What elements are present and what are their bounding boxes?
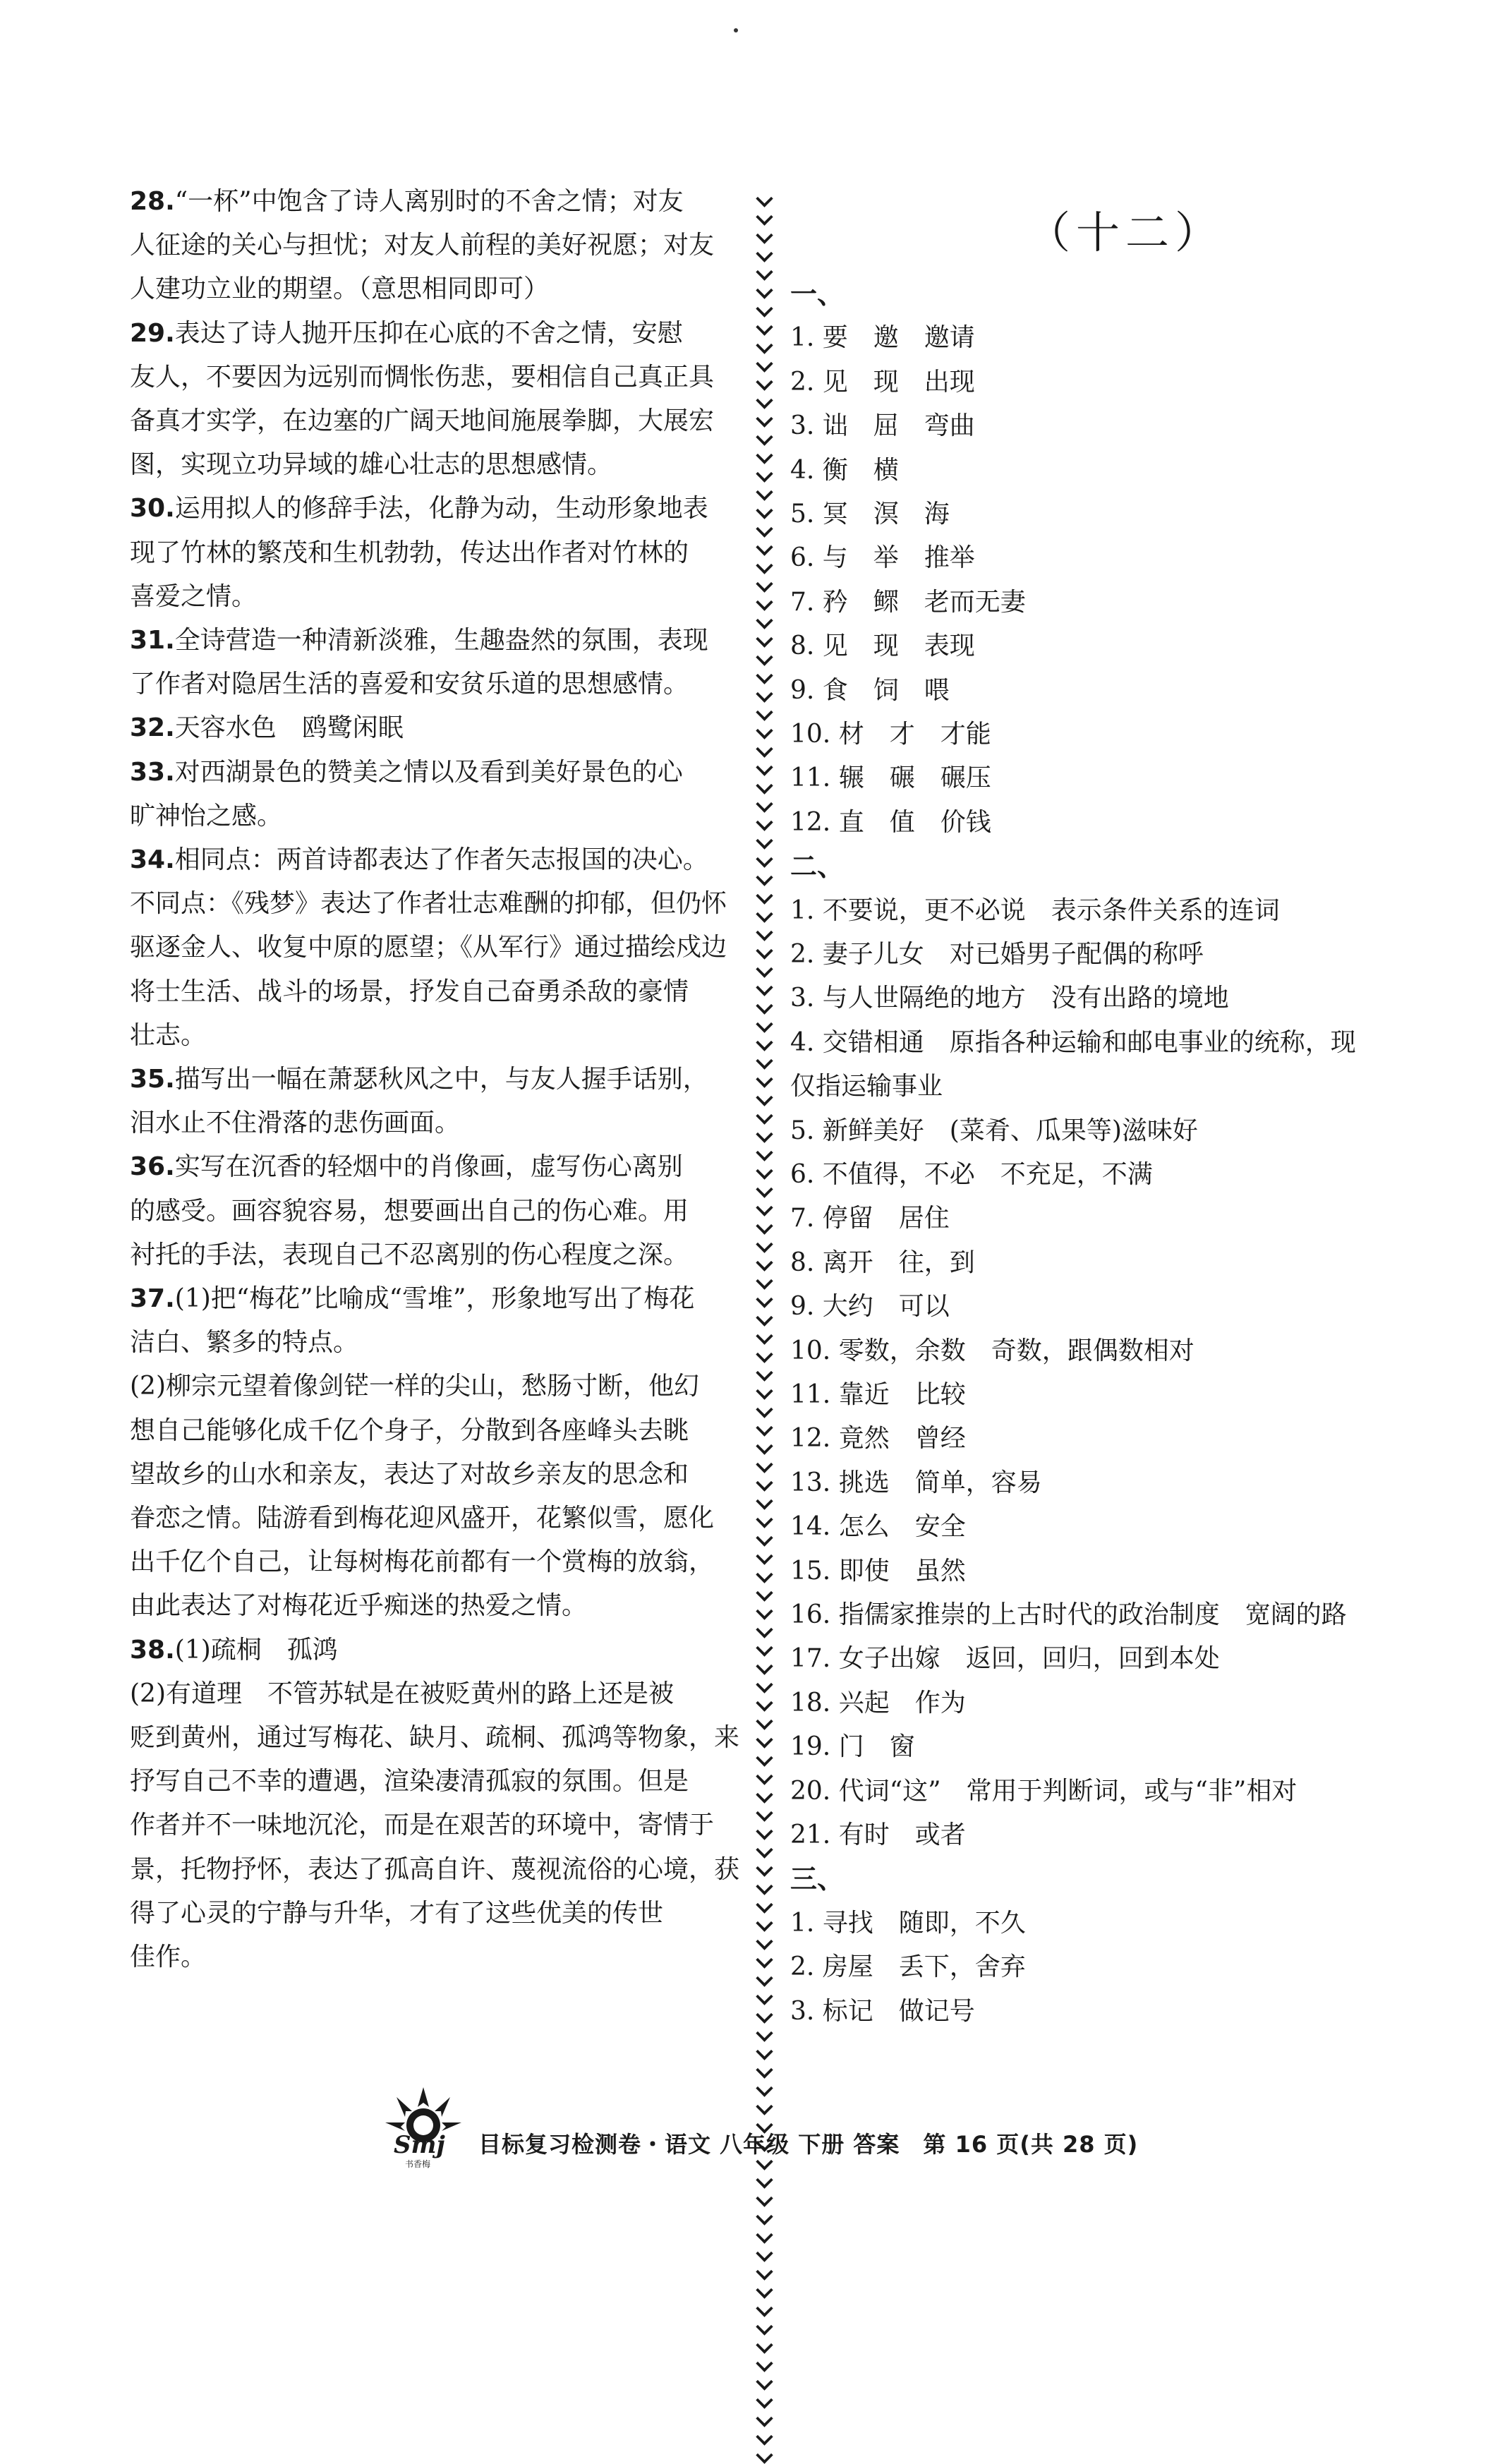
divider-chevron: [756, 2410, 773, 2427]
left-line: [130, 1584, 587, 1628]
answer-text: 洁白、繁多的特点。: [130, 1328, 359, 1358]
divider-chevron: [756, 1731, 773, 1748]
divider-chevron: [756, 1584, 773, 1601]
answer-text: 描写出一幅在萧瑟秋风之中，与友人握手话别，: [174, 1065, 708, 1094]
divider-chevron: [756, 318, 773, 335]
section-title: （十二）: [1027, 207, 1225, 258]
divider-chevron: [756, 557, 773, 574]
answer-text: 佳作。: [130, 1943, 207, 1971]
right-line: 6. 与 举 推举: [790, 543, 975, 573]
answer-text: (2)有道理 不管苏轼是在被贬黄州的路上还是被: [130, 1679, 674, 1708]
section-heading: 一、: [790, 279, 845, 310]
right-line: 13. 挑选 简单，容易: [790, 1468, 1042, 1497]
divider-chevron: [756, 2190, 773, 2206]
right-line: 7. 停留 居住: [790, 1204, 950, 1233]
divider-chevron: [756, 1768, 773, 1784]
right-line: 2. 见 现 出现: [790, 367, 975, 397]
divider-chevron: [756, 2336, 773, 2353]
divider-chevron: [756, 1547, 773, 1564]
answer-text: 喜爱之情。: [130, 581, 258, 611]
divider-chevron: [756, 1401, 773, 1418]
answer-text: 人建功立业的期望。（意思相同即可）: [130, 274, 550, 304]
question-number: 36.: [130, 1152, 175, 1182]
divider-chevron: [756, 1089, 773, 1106]
divider-chevron: [756, 2024, 773, 2041]
right-line: 2. 房屋 丢下，舍弃: [790, 1952, 1026, 1982]
right-line: 7. 矜 鳏 老而无妻: [790, 587, 1026, 617]
divider-chevron: [756, 1969, 773, 1986]
left-line: [130, 312, 683, 356]
left-line: [130, 1058, 708, 1101]
divider-chevron: [756, 1327, 773, 1344]
divider-chevron: [756, 1052, 773, 1069]
right-line: 10. 零数，余数 奇数，跟偶数相对: [790, 1336, 1195, 1365]
divider-chevron: [756, 630, 773, 647]
right-line: 1. 寻找 随即，不久: [790, 1908, 1026, 1938]
divider-chevron: [756, 832, 773, 849]
divider-chevron: [756, 1272, 773, 1289]
divider-chevron: [756, 905, 773, 922]
left-line: [130, 1497, 714, 1540]
divider-chevron: [756, 227, 773, 243]
right-line: 11. 靠近 比较: [790, 1380, 966, 1409]
divider-chevron: [756, 1694, 773, 1711]
divider-chevron: [756, 300, 773, 317]
divider-chevron: [756, 1125, 773, 1142]
question-number: 31.: [130, 626, 175, 655]
answer-text: 衬托的手法，表现自己不忍离别的伤心程度之深。: [130, 1240, 689, 1269]
divider-chevron: [756, 1896, 773, 1913]
divider-chevron: [756, 1180, 773, 1197]
divider-chevron: [756, 2208, 773, 2225]
divider-chevron: [756, 1382, 773, 1399]
divider-chevron: [756, 373, 773, 390]
divider-chevron: [756, 795, 773, 812]
divider-chevron: [756, 2428, 773, 2445]
answer-text: 贬到黄州，通过写梅花、缺月、疏桐、孤鸿等物象，来: [130, 1723, 740, 1752]
divider-chevron: [756, 502, 773, 519]
question-number: 32.: [130, 713, 175, 743]
question-number: 35.: [130, 1065, 175, 1094]
left-line: [130, 267, 549, 311]
divider-chevron: [756, 1364, 773, 1381]
divider-chevron: [756, 2226, 773, 2243]
divider-chevron: [756, 685, 773, 702]
right-line: 4. 衡 横: [790, 455, 899, 485]
divider-chevron: [756, 447, 773, 464]
divider-chevron: [756, 282, 773, 298]
answer-text: 出千亿个自己，让每树梅花前都有一个赏梅的放翁，: [130, 1547, 715, 1577]
right-line: 14. 怎么 安全: [790, 1512, 966, 1542]
divider-chevron: [756, 924, 773, 941]
right-line: 18. 兴起 作为: [790, 1688, 966, 1717]
divider-chevron: [756, 208, 773, 225]
right-line: 8. 见 现 表现: [790, 632, 975, 661]
divider-chevron: [756, 593, 773, 610]
footer-caption: 目标复习检测卷・语文 八年级 下册 答案 第 16 页(共 28 页): [478, 2131, 1139, 2158]
right-line: 6. 不值得，不必 不充足，不满: [790, 1160, 1153, 1189]
divider-chevron: [756, 1070, 773, 1087]
right-line: 5. 冥 溟 海: [790, 500, 950, 529]
answer-text: (1)疏桐 孤鸿: [174, 1635, 338, 1665]
left-line: [130, 1540, 714, 1584]
divider-chevron: [756, 2006, 773, 2023]
divider-chevron: [756, 2281, 773, 2298]
left-line: [130, 619, 708, 663]
divider-chevron: [756, 1199, 773, 1216]
divider-chevron: [756, 1162, 773, 1179]
divider-chevron: [756, 979, 773, 996]
divider-chevron: [756, 337, 773, 354]
answer-text: 望故乡的山水和亲友，表达了对故乡亲友的思念和: [130, 1459, 689, 1489]
divider-chevron: [756, 1657, 773, 1674]
answer-text: 友人，不要因为远别而惆怅伤悲，要相信自己真正具: [130, 362, 715, 392]
divider-chevron: [756, 722, 773, 739]
divider-chevron: [756, 2373, 773, 2390]
divider-chevron: [756, 1951, 773, 1968]
divider-chevron: [756, 887, 773, 904]
question-number: 28.: [130, 187, 175, 216]
publisher-logo: [381, 2082, 466, 2169]
section-heading: 二、: [790, 851, 845, 883]
divider-chevron: [756, 1859, 773, 1876]
answer-text: 了作者对隐居生活的喜爱和安贫乐道的思想感情。: [130, 670, 689, 699]
divider-chevron: [756, 814, 773, 831]
answer-text: 人征途的关心与担忧；对友人前程的美好祝愿；对友: [130, 231, 715, 260]
left-line: [130, 882, 727, 926]
divider-chevron: [756, 1621, 773, 1638]
right-line: 12. 竟然 曾经: [790, 1424, 966, 1454]
answer-text: 的感受。画容貌容易，想要画出自己的伤心难。用: [130, 1196, 689, 1226]
divider-chevron: [756, 703, 773, 720]
left-line: [130, 224, 714, 267]
answer-text: 壮志。: [130, 1020, 207, 1050]
left-line: [130, 1804, 714, 1847]
divider-chevron: [756, 410, 773, 427]
answer-text: 图，实现立功异域的雄心壮志的思想感情。: [130, 450, 613, 480]
right-line: 12. 直 值 价钱: [790, 807, 991, 837]
right-line: 3. 与人世隔绝的地方 没有出路的境地: [790, 984, 1229, 1013]
divider-chevron: [756, 942, 773, 959]
answer-text: 抒写自己不幸的遭遇，渲染凄清孤寂的氛围。但是: [130, 1767, 689, 1796]
scan-dot: [734, 28, 738, 32]
question-number: 37.: [130, 1284, 175, 1313]
divider-chevron: [756, 1437, 773, 1454]
left-line: [130, 1145, 683, 1189]
answer-text: 对西湖景色的赞美之情以及看到美好景色的心: [174, 757, 683, 787]
divider-chevron: [756, 1309, 773, 1326]
divider-chevron: [756, 392, 773, 409]
left-line: [130, 926, 727, 970]
divider-chevron: [756, 355, 773, 372]
column-divider: [755, 191, 773, 2032]
answer-text: 由此表达了对梅花近乎痴迷的热爱之情。: [130, 1591, 588, 1621]
question-number: 38.: [130, 1635, 175, 1665]
left-line: [130, 1716, 739, 1760]
left-line: [130, 1409, 689, 1453]
divider-chevron: [756, 2171, 773, 2188]
divider-chevron: [756, 1878, 773, 1895]
right-line: 17. 女子出嫁 返回，回归，回到本处: [790, 1644, 1220, 1674]
left-line: [130, 795, 282, 838]
answer-text: 备真才实学，在边塞的广阔天地间施展拳脚，大展宏: [130, 406, 715, 435]
left-line: [130, 706, 404, 750]
right-line: 19. 门 窗: [790, 1732, 915, 1762]
right-line: 3. 诎 屈 弯曲: [790, 411, 975, 441]
answer-text: “一杯”中饱含了诗人离别时的不舍之情；对友: [174, 187, 684, 216]
divider-chevron: [756, 1988, 773, 2005]
left-line: [130, 1101, 460, 1145]
answer-text: 得了心灵的宁静与升华，才有了这些优美的传世: [130, 1898, 664, 1928]
divider-chevron: [756, 960, 773, 977]
divider-chevron: [756, 190, 773, 207]
divider-chevron: [756, 1914, 773, 1931]
right-line: 2. 妻子儿女 对已婚男子配偶的称呼: [790, 940, 1204, 969]
question-number: 29.: [130, 318, 175, 348]
divider-chevron: [756, 2061, 773, 2078]
divider-chevron: [756, 850, 773, 867]
divider-chevron: [756, 1144, 773, 1161]
left-line: [130, 399, 714, 443]
logo-text: Smj: [394, 2131, 445, 2159]
divider-chevron: [756, 777, 773, 794]
right-line: 10. 材 才 才能: [790, 720, 991, 749]
divider-chevron: [756, 1529, 773, 1546]
right-line: 3. 标记 做记号: [790, 1996, 975, 2026]
question-number: 34.: [130, 845, 175, 874]
answer-text: 驱逐金人、收复中原的愿望；《从军行》通过描绘戍边: [130, 933, 727, 962]
answer-text: 眷恋之情。陆游看到梅花迎风盛开，花繁似雪，愿化: [130, 1504, 715, 1533]
divider-chevron: [756, 1291, 773, 1308]
answer-text: 天容水色 鸥鹭闲眠: [174, 713, 404, 743]
divider-chevron: [756, 667, 773, 684]
divider-chevron: [756, 428, 773, 445]
divider-chevron: [756, 1456, 773, 1473]
left-line: [130, 1760, 689, 1804]
answer-text: (1)把“梅花”比喻成“雪堆”，形象地写出了梅花: [174, 1284, 695, 1313]
left-line: [130, 180, 684, 224]
answer-text: 表达了诗人抛开压抑在心底的不舍之情，安慰: [174, 318, 683, 348]
right-line: 9. 食 饲 喂: [790, 675, 950, 705]
answer-text: 不同点：《残梦》表达了作者壮志难酬的抑郁，但仍怀: [130, 889, 727, 919]
divider-chevron: [756, 1804, 773, 1821]
divider-chevron: [756, 1254, 773, 1271]
answer-text: 旷神怡之感。: [130, 801, 283, 831]
page-footer: [381, 2082, 1139, 2169]
right-line: 21. 有时 或者: [790, 1820, 966, 1849]
left-line: [130, 1233, 689, 1277]
divider-chevron: [756, 759, 773, 775]
divider-chevron: [756, 465, 773, 482]
answer-text: 想自己能够化成千亿个身子，分散到各座峰头去眺: [130, 1415, 689, 1445]
divider-chevron: [756, 1419, 773, 1436]
divider-chevron: [756, 2263, 773, 2280]
left-line: [130, 1321, 358, 1365]
right-line: 1. 不要说，更不必说 表示条件关系的连词: [790, 895, 1280, 925]
left-line: [130, 1190, 689, 1233]
answer-text: 将士生活、战斗的场景，抒发自己奋勇杀敌的豪情: [130, 977, 689, 1006]
divider-chevron: [756, 1566, 773, 1583]
right-line: 1. 要 邀 邀请: [790, 323, 975, 353]
answer-text: 泪水止不住滑落的悲伤画面。: [130, 1109, 461, 1138]
divider-chevron: [756, 1676, 773, 1693]
divider-chevron: [756, 263, 773, 280]
divider-chevron: [756, 2355, 773, 2372]
left-line: [130, 356, 714, 399]
divider-chevron: [756, 1602, 773, 1619]
left-line: [130, 751, 683, 795]
left-line: [130, 1935, 206, 1979]
divider-chevron: [756, 612, 773, 629]
divider-chevron: [756, 1107, 773, 1124]
left-line: [130, 1629, 338, 1672]
divider-chevron: [756, 1713, 773, 1729]
right-line: 仅指运输事业: [790, 1072, 943, 1101]
divider-chevron: [756, 483, 773, 500]
answer-text: 全诗营造一种清新淡雅，生趣盎然的氛围，表现: [174, 626, 708, 655]
divider-chevron: [756, 1841, 773, 1858]
divider-chevron: [756, 2300, 773, 2317]
divider-chevron: [756, 740, 773, 757]
left-line: [130, 1892, 663, 1935]
answer-text: (2)柳宗元望着像剑铓一样的尖山，愁肠寸断，他幻: [130, 1372, 699, 1401]
right-line: 16. 指儒家推崇的上古时代的政治制度 宽阔的路: [790, 1600, 1347, 1629]
divider-chevron: [756, 575, 773, 592]
divider-chevron: [756, 648, 773, 665]
right-line: 9. 大约 可以: [790, 1292, 950, 1322]
divider-chevron: [756, 1015, 773, 1032]
answer-text: 作者并不一味地沉沦，而是在艰苦的环境中，寄情于: [130, 1811, 715, 1840]
divider-chevron: [756, 1217, 773, 1234]
answer-text: 相同点：两首诗都表达了作者矢志报国的决心。: [174, 845, 708, 874]
divider-chevron: [756, 997, 773, 1014]
divider-chevron: [756, 1474, 773, 1491]
divider-chevron: [756, 1511, 773, 1528]
left-line: [130, 1277, 694, 1321]
divider-chevron: [756, 538, 773, 555]
answer-text: 运用拟人的修辞手法，化静为动，生动形象地表: [174, 494, 708, 524]
divider-chevron: [756, 1933, 773, 1950]
right-line: 8. 离开 往，到: [790, 1248, 975, 1277]
divider-chevron: [756, 1346, 773, 1363]
left-line: [130, 1014, 206, 1058]
left-line: [130, 487, 708, 531]
answer-text: 景，托物抒怀，表达了孤高自许、蔑视流俗的心境，获: [130, 1854, 740, 1884]
left-line: [130, 1365, 699, 1408]
divider-chevron: [756, 2245, 773, 2261]
left-line: [130, 1672, 674, 1716]
divider-chevron: [756, 1236, 773, 1252]
divider-chevron: [756, 1492, 773, 1509]
right-line: 20. 代词“这” 常用于判断词，或与“非”相对: [790, 1776, 1298, 1806]
answer-text: 实写在沉香的轻烟中的肖像画，虚写伤心离别: [174, 1152, 683, 1182]
left-line: [130, 838, 708, 882]
divider-chevron: [756, 1034, 773, 1051]
question-number: 33.: [130, 757, 175, 787]
divider-chevron: [756, 1823, 773, 1840]
divider-chevron: [756, 245, 773, 262]
divider-chevron: [756, 1786, 773, 1803]
left-line: [130, 1453, 689, 1497]
left-line: [130, 443, 612, 487]
divider-chevron: [756, 869, 773, 886]
logo-subtext: 书香梅: [405, 2159, 431, 2169]
divider-chevron: [756, 2043, 773, 2060]
divider-chevron: [756, 2391, 773, 2408]
right-line: 5. 新鲜美好 (菜肴、瓜果等)滋味好: [790, 1116, 1198, 1145]
divider-chevron: [756, 520, 773, 537]
divider-chevron: [756, 1749, 773, 1766]
divider-chevron: [756, 2318, 773, 2335]
right-line: 11. 辗 碾 碾压: [790, 763, 991, 793]
left-line: [130, 531, 689, 575]
section-heading: 三、: [790, 1864, 845, 1895]
question-number: 30.: [130, 494, 175, 524]
left-line: [130, 663, 689, 706]
left-line: [130, 1848, 739, 1892]
right-line: 4. 交错相通 原指各种运输和邮电事业的统称，现: [790, 1027, 1356, 1057]
divider-chevron: [756, 2446, 773, 2463]
right-line: 15. 即使 虽然: [790, 1556, 966, 1586]
left-line: [130, 575, 257, 619]
answer-text: 现了竹林的繁茂和生机勃勃，传达出作者对竹林的: [130, 538, 689, 567]
left-line: [130, 970, 689, 1014]
divider-chevron: [756, 1639, 773, 1656]
